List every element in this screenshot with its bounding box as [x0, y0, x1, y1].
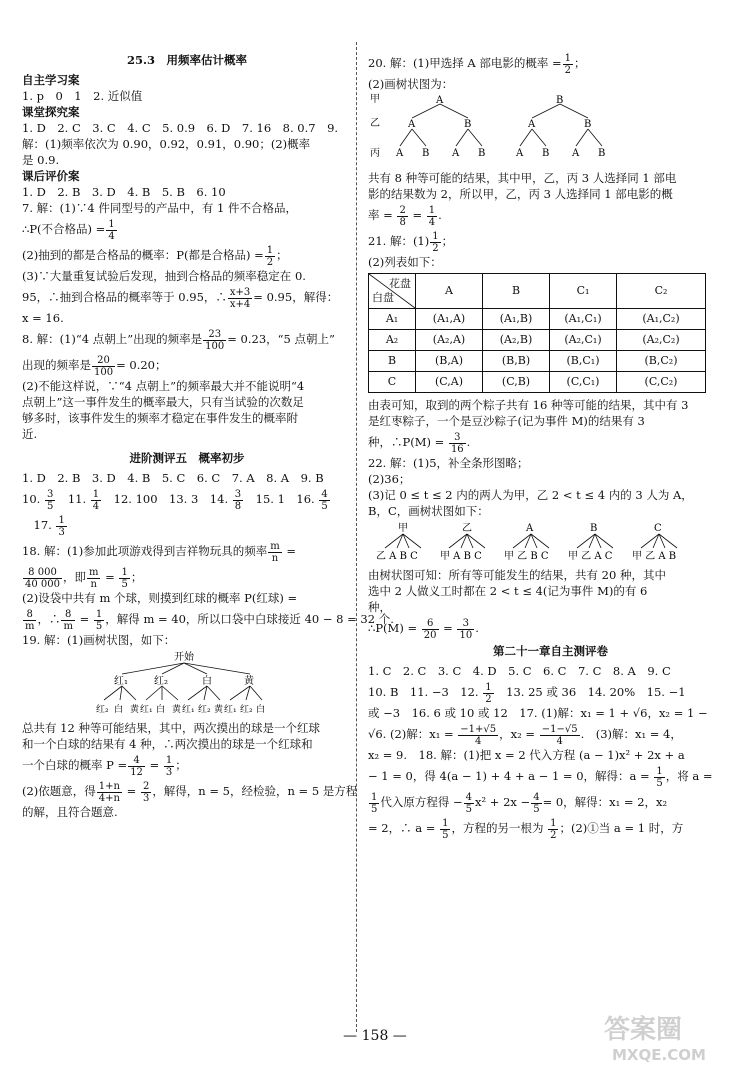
answer-line: (2)设袋中共有 m 个球，则摸到红球的概率 P(红球) =	[22, 591, 298, 605]
table-cell: (B,A)	[416, 351, 483, 372]
answer-line: 由表可知，取到的两个粽子共有 16 种等可能的结果，其中有 3	[368, 398, 689, 412]
subheading-ketang: 课堂探究案	[22, 105, 80, 119]
probability-table	[368, 273, 706, 393]
tree-leaf: 红₂	[240, 705, 253, 715]
tree-node: A	[408, 119, 416, 130]
answer-line: $\frac{8 000}{40 000}$ ，即 $\frac{m}{n}$ = $\frac{1}{5}$ ；	[25, 566, 143, 590]
answer-line: = 2，∴ a = $\frac{1}{5}$ ，方程的另一根为 $\frac{1}{2}$ ；(2)①当 a = 1 时，方	[368, 817, 684, 841]
column-divider	[356, 42, 357, 1032]
answer-line: 的解，且符合题意.	[22, 805, 118, 819]
tree-leaf: 红₂	[96, 705, 109, 715]
tree-leaf: 白	[156, 705, 166, 715]
tree-leaf: 黄	[130, 705, 140, 715]
svg-text:答案圈: 答案圈	[604, 1015, 683, 1045]
answer-line: B，C，画树状图如下：	[368, 504, 489, 518]
table-row	[369, 330, 706, 351]
answer-line: 率 = $\frac{2}{8}$ = $\frac{1}{4}$ .	[368, 204, 442, 228]
tree-level-label: 乙	[370, 118, 380, 129]
svg-text:MXQE.COM: MXQE.COM	[612, 1046, 706, 1064]
answer-line: 1. p 0 1 2. 近似值	[22, 89, 143, 103]
tree-root: A	[526, 523, 534, 534]
tree-node: B	[478, 148, 486, 159]
table-cell: (A₂,B)	[483, 330, 550, 351]
tree-root: B	[590, 523, 598, 534]
answer-line: $\frac{8}{m}$ ，∴ $\frac{8}{m}$ = $\frac{1}{5}$ ，解得 m = 40，所以口袋中白球接近 40 − 8 = 32 个.	[25, 608, 394, 632]
table-cell: (A₁,B)	[483, 309, 550, 330]
table-row	[369, 372, 706, 393]
tree-node: A	[572, 148, 580, 159]
table-col-header: B	[483, 274, 550, 309]
table-row-header: A₁	[369, 309, 416, 330]
section-title: 第二十一章自主测评卷	[493, 644, 608, 658]
table-cell: (B,B)	[483, 351, 550, 372]
answer-line: 是红枣粽子，一个是豆沙粽子(记为事件 M)的结果有 3	[368, 414, 645, 428]
answer-line: 够多时，该事件发生的频率才稳定在事件发生的概率附	[22, 411, 298, 425]
answer-line: 点朝上”这一事件发生的概率最大，只有当试验的次数足	[22, 395, 304, 409]
answer-line: 一个白球的概率 P = $\frac{4}{12}$ = $\frac{1}{3}$ ；	[22, 754, 187, 778]
answer-line: 20. 解：(1)甲选择 A 部电影的概率 = $\frac{1}{2}$ ；	[368, 52, 586, 76]
tree-node: B	[556, 95, 564, 106]
tree-leaf: 红₁	[224, 705, 237, 715]
table-cell: (A₁,C₁)	[550, 309, 617, 330]
tree-node: 红₂	[154, 676, 169, 687]
tree-node: A	[452, 148, 460, 159]
tree-level-label: 丙	[370, 148, 380, 159]
tree-leaf: 白	[114, 705, 124, 715]
table-cell: (B,C₂)	[617, 351, 706, 372]
answer-line: 10. B 11. −3 12. $\frac{1}{2}$ 13. 25 或 36 14. 20% 15. −1	[368, 681, 686, 705]
fraction: $\frac{20}{100}$	[94, 354, 114, 378]
table-cell: (A₂,A)	[416, 330, 483, 351]
answer-line: − 1 = 0，得 4(a − 1) + 4 + a − 1 = 0，解得：a = $\frac{1}{5}$ ，将 a =	[368, 765, 713, 789]
answer-line: 1. D 2. B 3. D 4. B 5. C 6. C 7. A 8. A 9. B	[22, 471, 324, 485]
answer-line: 8. 解：(1)“4 点朝上”出现的频率是 $\frac{23}{100}$ = 0.23，“5 点朝上”	[22, 328, 335, 352]
tree-leaf: 红₂	[198, 705, 211, 715]
answer-line: 解：(1)频率依次为 0.90，0.92，0.91，0.90；(2)概率	[22, 137, 311, 151]
tree-node: A	[396, 148, 404, 159]
table-cell: (A₂,C₂)	[617, 330, 706, 351]
fraction: $\frac{1}{4}$	[108, 218, 115, 242]
tree-leaf: 甲 A B C	[440, 551, 482, 562]
answer-line: 种，∴P(M) = $\frac{3}{16}$ .	[368, 431, 471, 455]
tree-node: B	[422, 148, 430, 159]
answer-line: 选中 2 人做义工时都在 2 < t ≤ 4(记为事件 M)的有 6	[368, 584, 648, 598]
answer-line: 共有 8 种等可能的结果，其中甲，乙，丙 3 人选择同 1 部电	[368, 171, 677, 185]
right-column	[368, 50, 733, 841]
table-row-header: C	[369, 372, 416, 393]
table-cell: (A₂,C₁)	[550, 330, 617, 351]
table-row-header: A₂	[369, 330, 416, 351]
answer-line: 1. D 2. C 3. C 4. C 5. 0.9 6. D 7. 16 8. 0.7 9.	[22, 121, 339, 135]
answer-line: 近.	[22, 427, 38, 441]
answer-line: (2)抽到的都是合格品的概率：P(都是合格品) = $\frac{1}{2}$ ；	[22, 244, 288, 268]
answer-line: (2)36；	[368, 472, 411, 486]
answer-line: 1. D 2. B 3. D 4. B 5. B 6. 10	[22, 185, 226, 199]
answer-line: (2)依题意，得 $\frac{1+n}{4+n}$ = $\frac{2}{3}$ ，解得，n = 5，经检验，n = 5 是方程	[22, 780, 358, 804]
tree-level-label: 甲	[370, 94, 380, 105]
tree-leaf: 乙 A B C	[376, 551, 418, 562]
tree-root: 乙	[462, 523, 472, 534]
answer-line: (2)不能这样说，∵“4 点朝上”的频率最大并不能说明“4	[22, 379, 305, 393]
fraction: $\frac{23}{100}$	[205, 328, 225, 352]
tree-root: 甲	[398, 523, 408, 534]
tree-diagram-19	[22, 650, 352, 718]
subheading-zizhu: 自主学习案	[22, 73, 80, 87]
table-cell: (C,C₁)	[550, 372, 617, 393]
answer-line: 或 −3 16. 6 或 10 或 12 17. (1)解：x₁ = 1 + √6，x₂ = 1 −	[368, 706, 708, 720]
table-cell: (A₁,A)	[416, 309, 483, 330]
table-cell: (C,B)	[483, 372, 550, 393]
answer-line: (2)列表如下：	[368, 255, 442, 269]
tree-leaf: 甲 乙 A B	[632, 551, 677, 562]
table-row	[369, 309, 706, 330]
subheading-kehou: 课后评价案	[22, 169, 80, 183]
answer-line: 是 0.9.	[22, 153, 60, 167]
answer-line: (3)∵大量重复试验后发现，抽到合格品的频率稳定在 0.	[22, 269, 306, 283]
answer-line: 21. 解：(1) $\frac{1}{2}$ ；	[368, 230, 454, 254]
table-cell: (B,C₁)	[550, 351, 617, 372]
table-corner-header: 花盘 白盘	[369, 274, 416, 309]
tree-node: B	[598, 148, 606, 159]
table-col-header: C₂	[617, 274, 706, 309]
answer-line: (3)记 0 ≤ t ≤ 2 内的两人为甲，乙 2 < t ≤ 4 内的 3 人为 A，	[368, 488, 693, 502]
tree-node: A	[528, 119, 536, 130]
answer-line: 总共有 12 种等可能结果，其中，两次摸出的球是一个红球	[22, 721, 320, 735]
answer-line: 影的结果数为 2，所以甲，乙，丙 3 人选择同 1 部电影的概	[368, 187, 673, 201]
tree-leaf: 红₁	[182, 705, 195, 715]
answer-line: x₂ = 9. 18. 解：(1)把 x = 2 代入方程 (a − 1)x² + 2x + a	[368, 748, 685, 762]
tree-node: A	[516, 148, 524, 159]
answer-line: 22. 解：(1)5，补全条形图略；	[368, 456, 529, 470]
tree-leaf: 甲 乙 B C	[504, 551, 549, 562]
fraction: $\frac{1}{2}$	[266, 244, 274, 268]
answer-line: 和一个白球的结果有 4 种，∴两次摸出的球是一个红球和	[22, 737, 313, 751]
answer-line: 95，∴抽到合格品的概率等于 0.95，∴ $\frac{x+3}{x+4}$ = 0.95，解得：	[22, 286, 339, 310]
table-cell: (A₁,C₂)	[617, 309, 706, 330]
fraction: $\frac{x+3}{x+4}$	[229, 286, 251, 310]
tree-node: 红₁	[114, 676, 129, 687]
watermark-logo	[594, 1010, 744, 1066]
answer-line: 18. 解：(1)参加此项游戏得到吉祥物玩具的频率 $\frac{m}{n}$ =	[22, 540, 297, 564]
answer-line: 19. 解：(1)画树状图，如下：	[22, 633, 176, 647]
tree-leaf: 黄	[172, 705, 182, 715]
table-cell: (C,C₂)	[617, 372, 706, 393]
answer-line: 1. C 2. C 3. C 4. D 5. C 6. C 7. C 8. A 9. C	[368, 664, 671, 678]
tree-node: B	[584, 119, 592, 130]
section-title: 25.3 用频率估计概率	[126, 53, 247, 67]
table-col-header: A	[416, 274, 483, 309]
tree-diagram-22	[368, 521, 728, 565]
answer-line: $\frac{1}{5}$ 代入原方程得 − $\frac{4}{5}$ x² + 2x − $\frac{4}{5}$ = 0，解得：x₁ = 2，x₂	[371, 791, 668, 815]
tree-leaf: 甲 乙 A C	[568, 551, 613, 562]
tree-root: 开始	[174, 652, 194, 663]
section-title: 进阶测评五 概率初步	[129, 451, 245, 465]
tree-node: 黄	[244, 676, 254, 687]
tree-leaf: 红₁	[140, 705, 153, 715]
page-number: — 158 —	[343, 1028, 407, 1044]
tree-leaf: 白	[256, 705, 266, 715]
table-col-header: C₁	[550, 274, 617, 309]
answer-line: x = 16.	[22, 311, 64, 325]
table-row	[369, 351, 706, 372]
tree-leaf: 黄	[214, 705, 224, 715]
answer-line: (2)画树状图为：	[368, 77, 454, 91]
table-row-header: B	[369, 351, 416, 372]
table-cell: (C,A)	[416, 372, 483, 393]
answer-line: √6. (2)解：x₁ = $\frac{-1+√5}{4}$ ，x₂ = $\frac{-1-√5}{4}$ . (3)解：x₁ = 4，	[368, 723, 682, 747]
answer-line: 17. $\frac{1}{3}$	[22, 514, 65, 538]
tree-node: B	[542, 148, 550, 159]
answer-line: ∴P(不合格品) = $\frac{1}{4}$	[22, 218, 115, 242]
answer-line: 由树状图可知：所有等可能发生的结果，共有 20 种，其中	[368, 568, 666, 582]
answer-line: 10. $\frac{3}{5}$ 11. $\frac{1}{4}$ 12. 100 13. 3 14. $\frac{3}{8}$ 15. 1 16. $\frac{4}{5}$	[22, 488, 328, 512]
tree-node: 白	[202, 676, 212, 687]
tree-root: C	[654, 523, 662, 534]
answer-line: 种，	[368, 600, 391, 614]
tree-node: A	[436, 95, 444, 106]
answer-line: ∴P(M) = $\frac{6}{20}$ = $\frac{3}{10}$ .	[368, 617, 479, 641]
tree-diagram-20	[368, 94, 728, 168]
tree-node: B	[464, 119, 472, 130]
answer-line: 7. 解：(1)∵4 件同型号的产品中，有 1 件不合格品，	[22, 201, 298, 215]
answer-line: 出现的频率是 $\frac{20}{100}$ = 0.20；	[22, 354, 167, 378]
